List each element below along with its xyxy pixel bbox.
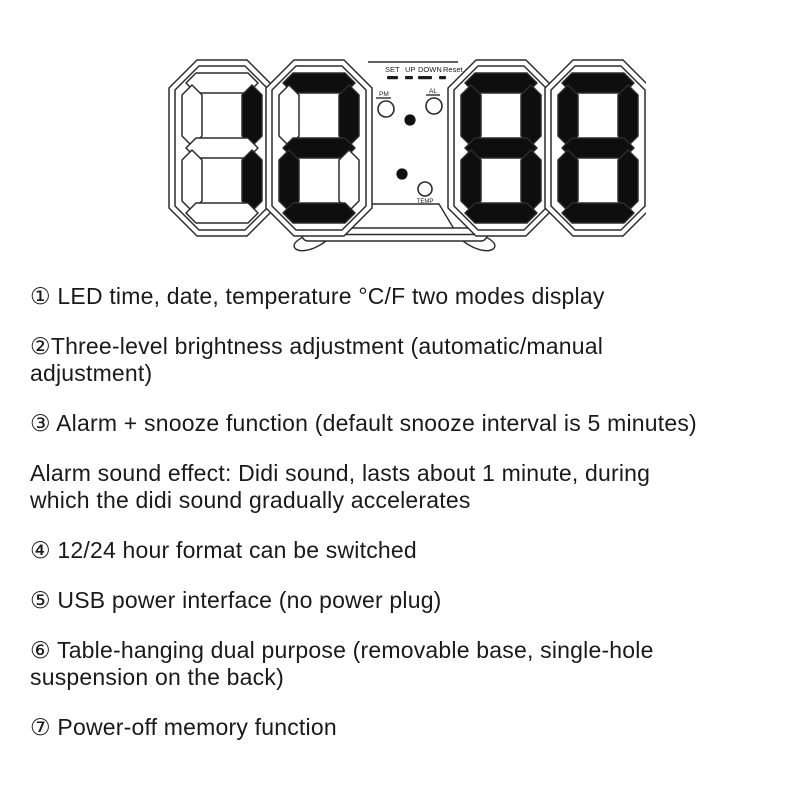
reset-button-label: Reset (443, 65, 463, 74)
feature-text: which the didi sound gradually accelerates (30, 487, 471, 513)
reset-button-icon (439, 76, 446, 79)
alarm-indicator-light (426, 98, 442, 114)
clock-digit-1 (169, 60, 275, 236)
down-button-icon (418, 76, 432, 79)
feature-text: adjustment) (30, 360, 153, 386)
feature-text: suspension on the back) (30, 664, 284, 690)
set-button-label: SET (385, 65, 400, 74)
feature-text: ③ Alarm + snooze function (default snooze interval is 5 minutes) (30, 410, 697, 436)
feature-list (30, 283, 775, 764)
up-button-label: UP (405, 65, 416, 74)
feature-text: ⑦ Power-off memory function (30, 714, 337, 740)
feature-text: ④ 12/24 hour format can be switched (30, 537, 417, 563)
feature-item-5 (30, 587, 775, 614)
feature-text: ⑥ Table-hanging dual purpose (removable base, single-hole (30, 637, 654, 663)
colon-bottom-dot (396, 168, 407, 179)
feature-item-7 (30, 714, 775, 741)
temp-indicator-label: TEMP (416, 199, 434, 205)
pm-indicator-label: PM (379, 91, 389, 98)
feature-item-1 (30, 283, 775, 310)
down-button-label: DOWN (418, 65, 442, 74)
temp-indicator-light (418, 182, 432, 196)
feature-text: ① LED time, date, temperature °C/F two modes display (30, 283, 605, 309)
feature-item-6 (30, 637, 775, 691)
feature-text: Alarm sound effect: Didi sound, lasts about 1 minute, during (30, 460, 651, 486)
clock-illustration (162, 52, 646, 260)
feature-item-3-note (30, 460, 775, 514)
alarm-indicator-label: AL (429, 88, 437, 95)
set-button-icon (387, 76, 398, 79)
feature-item-3 (30, 410, 775, 437)
clock-digit-4 (545, 60, 646, 236)
feature-item-2 (30, 333, 775, 387)
pm-indicator-light (378, 101, 394, 117)
clock-digit-3 (448, 60, 554, 236)
colon-top-dot (404, 114, 415, 125)
feature-text: ②Three-level brightness adjustment (automatic/manual (30, 333, 604, 359)
up-button-icon (405, 76, 413, 79)
feature-item-4 (30, 537, 775, 564)
clock-svg (162, 52, 646, 260)
clock-digit-2 (266, 60, 372, 236)
feature-text: ⑤ USB power interface (no power plug) (30, 587, 442, 613)
